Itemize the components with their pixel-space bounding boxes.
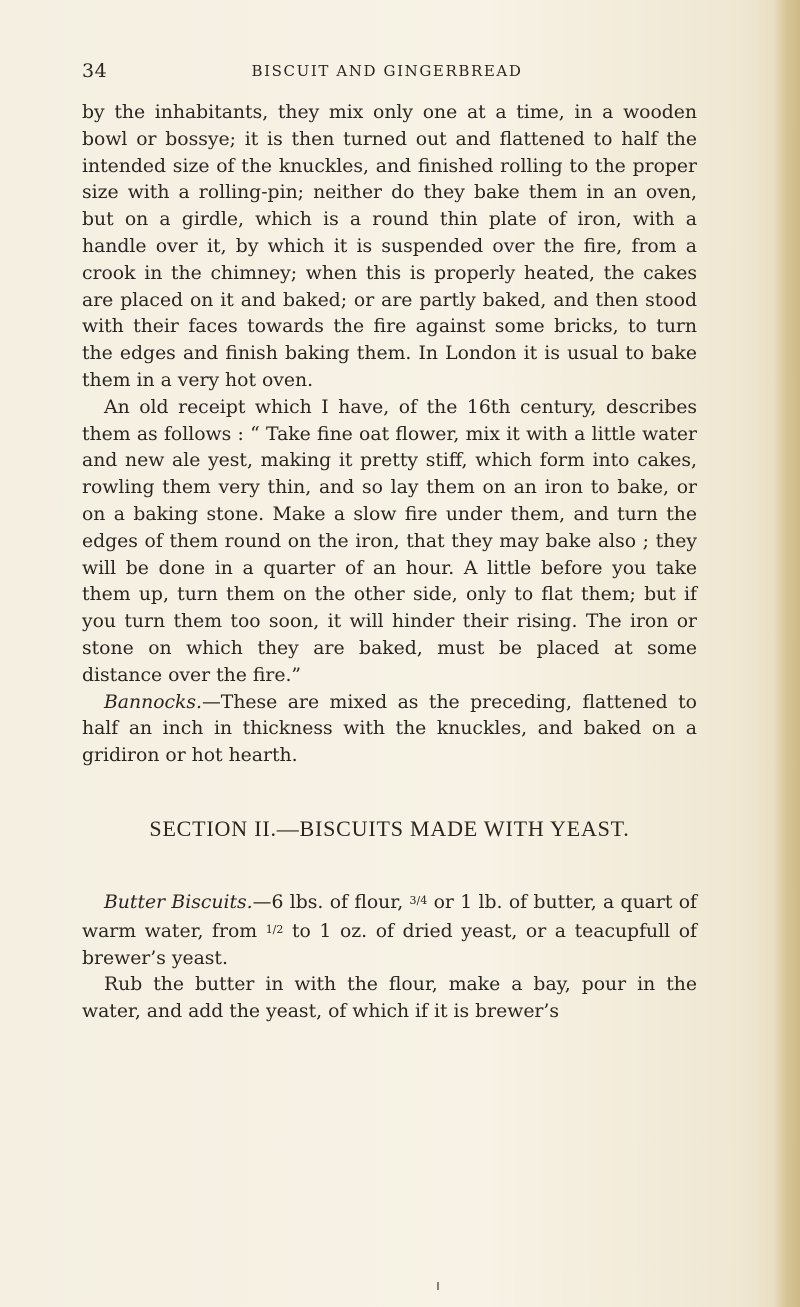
recipe-ingredients	[82, 888, 697, 972]
recipe-text-c: to 1 oz. of dried yeast, or a teacupfull of brewer’s yeast.	[82, 920, 697, 969]
recipe-method: Rub the butter in with the flour, make a bay, pour in the water, and add the yeast, of which if it is brewer’s	[82, 974, 697, 1023]
page-edge-shadow	[774, 0, 800, 1307]
paragraph: by the inhabitants, they mix only one at a time, in a wooden bowl or bossye; it is then turned out and flattened to half the intended size of the knuckles, and finished rolling to the proper size with a rolling-pin; neither do they bake them in an oven, but on a girdle, which is a round thin plate of iron, with a handle over it, by which it is suspended over the fire, from a crook in the chimney; when this is properly heated, the cakes are placed on it and baked; or are partly baked, and then stood with their faces towards the fire against some bricks, to turn the edges and finish baking them. In London it is usual to bake them in a very hot oven.	[82, 102, 697, 391]
body-text	[82, 100, 697, 770]
paragraph-bannocks	[82, 690, 697, 770]
page-speck	[437, 1282, 439, 1290]
running-title: BISCUIT AND GINGERBREAD	[251, 62, 523, 80]
recipe-text	[82, 888, 697, 1026]
paragraph-text: —These are mixed as the preceding, flattened to half an inch in thickness with the knuckles, and baked on a gridiron or hot hearth.	[82, 691, 697, 767]
section-heading: SECTION II.—BISCUITS MADE WITH YEAST.	[149, 816, 630, 841]
fraction: 1/2	[265, 922, 284, 936]
recipe-text-a: —6 lbs. of flour,	[252, 892, 410, 913]
page-header	[82, 60, 692, 86]
recipe-text-b: or 1 lb. of butter, a quart of warm water, from	[82, 892, 698, 942]
recipe-title: Butter Biscuits.	[104, 892, 253, 913]
paragraph: An old receipt which I have, of the 16th century, describes them as follows : “ Take fine oat flower, mix it with a little water and new ale yest, making it pretty stiff, which form into cakes, rowling them very thin, and so lay them on an iron to bake, or on a baking stone. Make a slow fire under them, and turn the edges of them round on the iron, that they may bake also ; they will be done in a quarter of an hour. A little before you take them up, turn them on the other side, only to flat them; but if you turn them too soon, it will hinder their rising. The iron or stone on which they are baked, must be placed at some distance over the fire.”	[82, 396, 697, 686]
paragraph-title: Bannocks.	[104, 691, 203, 713]
fraction: 3/4	[409, 894, 428, 907]
page-number: 34	[82, 60, 108, 82]
